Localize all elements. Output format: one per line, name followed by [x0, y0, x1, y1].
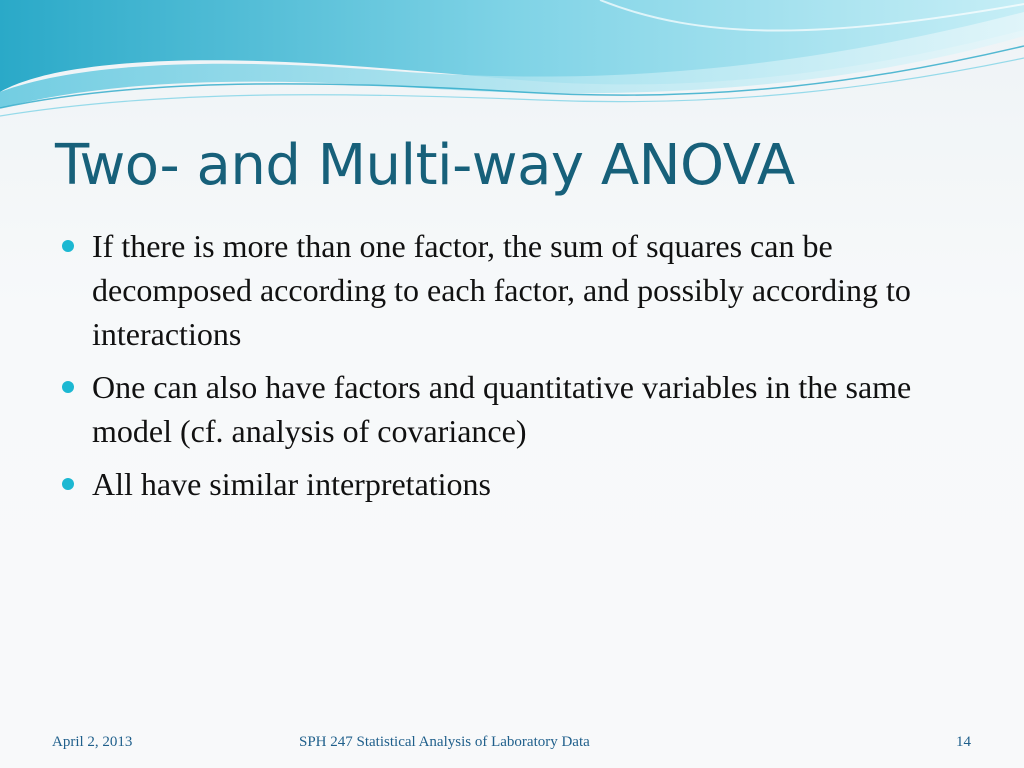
- bullet-list: [60, 224, 975, 515]
- slide-title: Two- and Multi-way ANOVA: [55, 133, 795, 198]
- bullet-icon: [62, 240, 74, 252]
- bullet-item: [60, 224, 975, 356]
- footer-date: April 2, 2013: [52, 734, 133, 750]
- bullet-text: One can also have factors and quantitative variables in the same model (cf. analysis of covariance): [92, 369, 912, 449]
- header-wave-decoration: [0, 0, 1024, 130]
- bullet-text: All have similar interpretations: [92, 466, 491, 502]
- bullet-icon: [62, 381, 74, 393]
- bullet-text: If there is more than one factor, the sum of squares can be decomposed according to each factor, and possibly according to interactions: [92, 228, 911, 352]
- bullet-item: [60, 462, 975, 506]
- bullet-item: [60, 365, 975, 453]
- bullet-icon: [62, 478, 74, 490]
- footer-page-number: 14: [956, 734, 971, 750]
- footer-course-title: SPH 247 Statistical Analysis of Laboratory Data: [299, 734, 590, 750]
